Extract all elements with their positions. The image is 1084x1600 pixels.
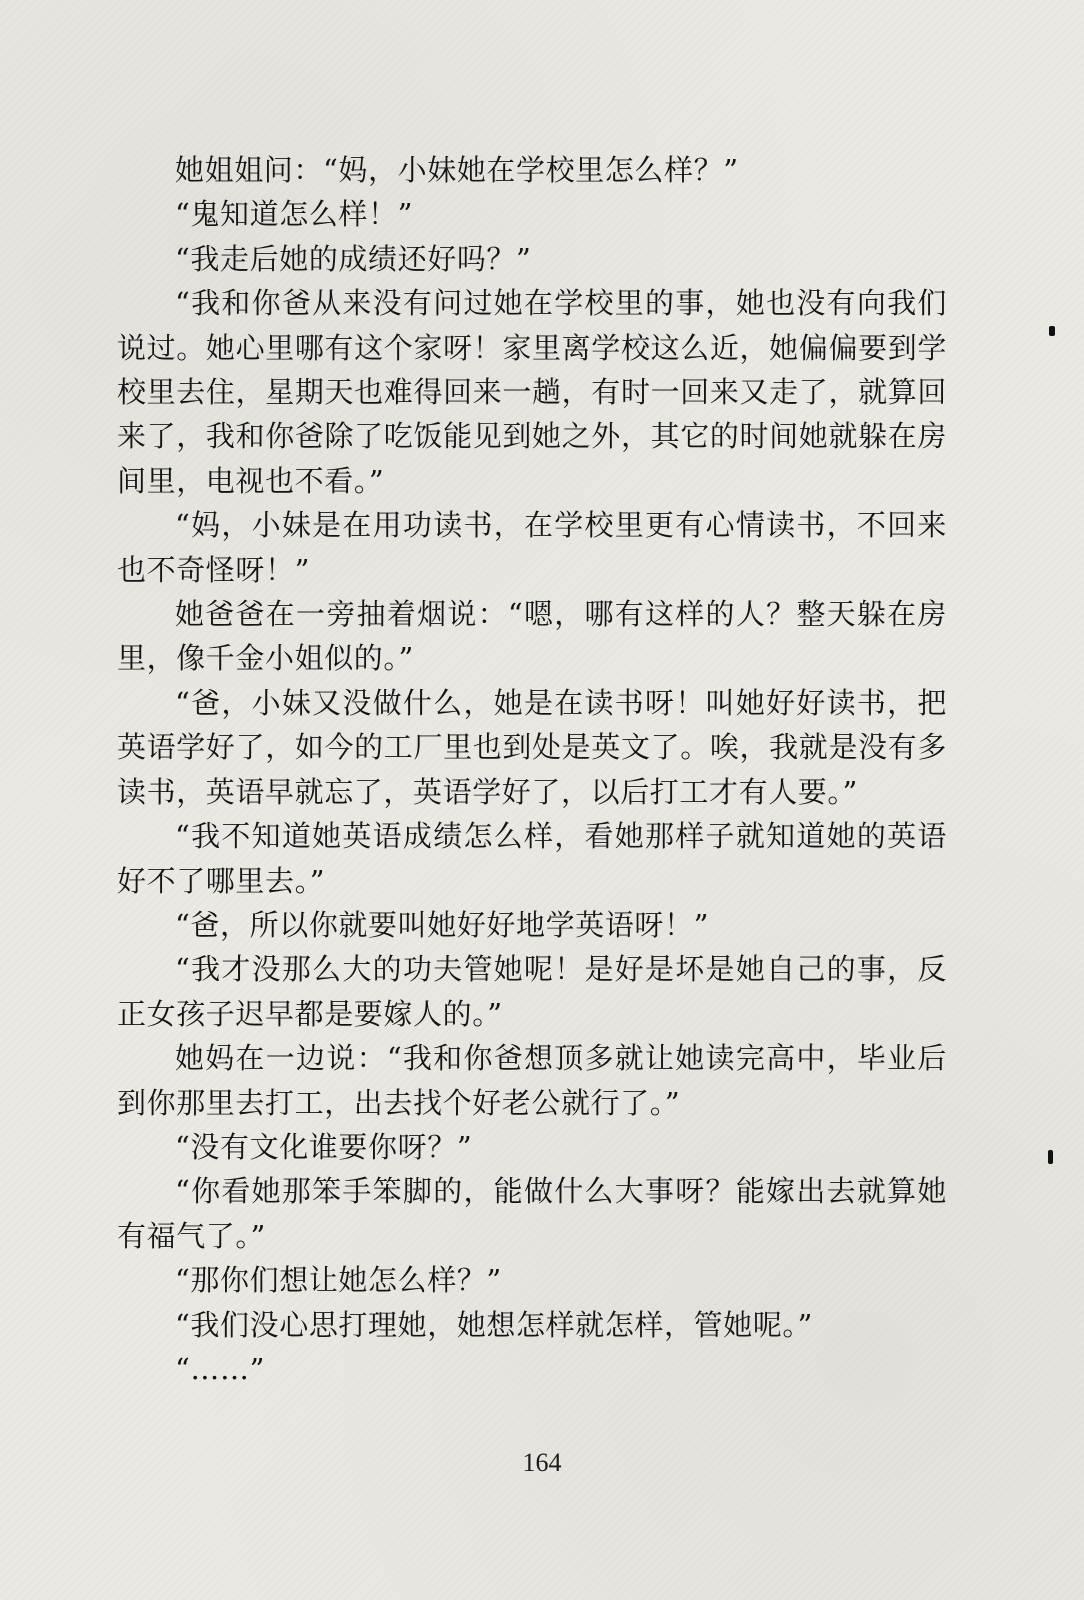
- paragraph: “我才没那么大的功夫管她呢！是好是坏是她自己的事，反正女孩子迟早都是要嫁人的。”: [117, 952, 947, 1031]
- page-number: 164: [522, 1448, 562, 1477]
- paragraph: “那你们想让她怎么样？”: [175, 1263, 502, 1298]
- paragraph: “没有文化谁要你呀？”: [175, 1129, 473, 1164]
- paragraph: “……”: [175, 1351, 266, 1386]
- paragraph: 她妈在一边说：“我和你爸想顶多就让她读完高中，毕业后到你那里去打工，出去找个好老公就行了。”: [117, 1041, 947, 1120]
- paragraph: “我走后她的成绩还好吗？”: [175, 241, 532, 276]
- paragraph: “妈，小妹是在用功读书，在学校里更有心情读书，不回来也不奇怪呀！”: [117, 508, 947, 587]
- paragraph: “爸，所以你就要叫她好好地学英语呀！”: [175, 907, 710, 942]
- body-text: [117, 148, 947, 1391]
- paragraph: 她姐姐问：“妈，小妹她在学校里怎么样？”: [175, 153, 739, 187]
- paragraph: “我不知道她英语成绩怎么样，看她那样子就知道她的英语好不了哪里去。”: [117, 819, 947, 898]
- scan-speck-mark: [1048, 1150, 1053, 1164]
- paragraph: “鬼知道怎么样！”: [175, 197, 414, 232]
- paragraph: 她爸爸在一旁抽着烟说：“嗯，哪有这样的人？整天躲在房里，像千金小姐似的。”: [117, 597, 947, 676]
- paragraph: “爸，小妹又没做什么，她是在读书呀！叫她好好读书，把英语学好了，如今的工厂里也到处是英文了。唉，我就是没有多读书，英语早就忘了，英语学好了，以后打工才有人要。”: [117, 685, 947, 809]
- paragraph: “你看她那笨手笨脚的，能做什么大事呀？能嫁出去就算她有福气了。”: [117, 1174, 947, 1253]
- scan-speck-mark: [1049, 326, 1055, 336]
- paragraph: “我们没心思打理她，她想怎样就怎样，管她呢。”: [175, 1307, 813, 1342]
- paragraph: “我和你爸从来没有问过她在学校里的事，她也没有向我们说过。她心里哪有这个家呀！家里离学校这么近，她偏偏要到学校里去住，星期天也难得回来一趟，有时一回来又走了，就算回来了，我和你爸除了吃饭能见到她之外，其它的时间她就躲在房间里，电视也不看。”: [117, 286, 947, 498]
